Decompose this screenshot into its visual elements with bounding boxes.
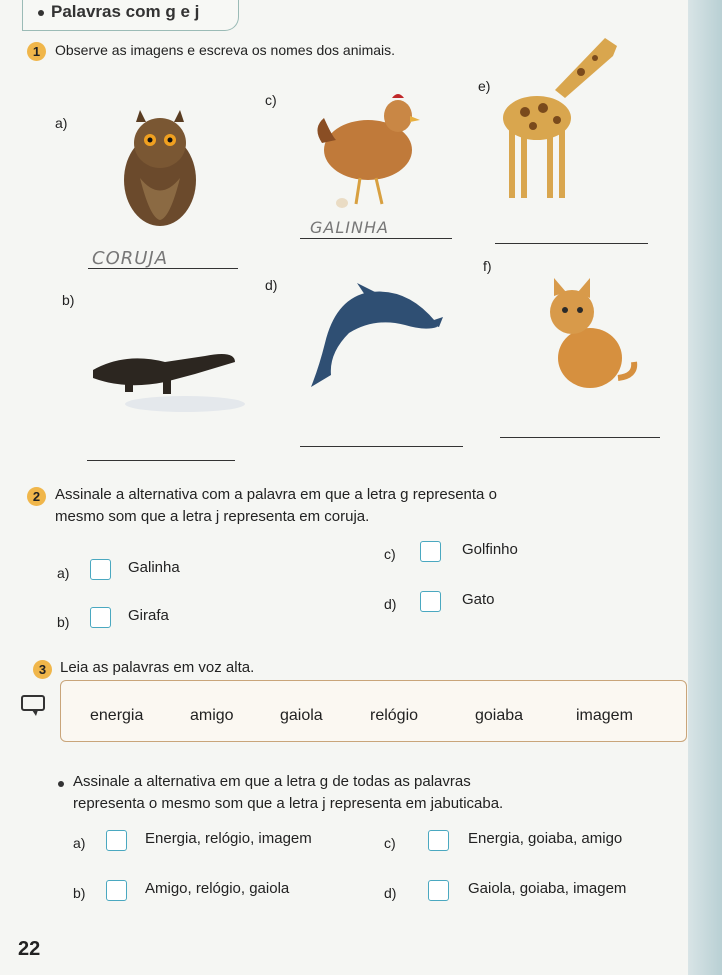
answer-line-c[interactable] bbox=[300, 238, 452, 239]
question-3-text: Leia as palavras em voz alta. bbox=[60, 659, 255, 676]
dolphin-image bbox=[305, 283, 445, 403]
q2-option-b-label: Girafa bbox=[128, 607, 169, 624]
q2-option-c-checkbox[interactable] bbox=[420, 541, 441, 562]
section-title-text: Palavras com g e j bbox=[51, 2, 200, 21]
answer-line-b[interactable] bbox=[87, 460, 235, 461]
q2-option-a-checkbox[interactable] bbox=[90, 559, 111, 580]
word-goiaba: goiaba bbox=[475, 707, 524, 724]
q2-option-b-checkbox[interactable] bbox=[90, 607, 111, 628]
q2-option-c-label: Golfinho bbox=[462, 541, 518, 558]
word-energia: energia bbox=[90, 707, 144, 724]
question-2-text-line1: Assinale a alternativa com a palavra em que a letra g representa o bbox=[55, 486, 497, 503]
q2-option-d-letter: d) bbox=[384, 596, 397, 612]
alligator-image bbox=[85, 330, 255, 420]
word-relogio: relógio bbox=[370, 707, 419, 724]
q3-option-d-label: Gaiola, goiaba, imagem bbox=[468, 880, 627, 897]
giraffe-image bbox=[495, 28, 635, 208]
answer-line-e[interactable] bbox=[495, 243, 648, 244]
item-d-letter: d) bbox=[265, 277, 278, 293]
q3-option-b-checkbox[interactable] bbox=[106, 880, 127, 901]
question-1-text: Observe as imagens e escreva os nomes dos animais. bbox=[55, 42, 396, 58]
question-2-text-line2: mesmo som que a letra j representa em coruja. bbox=[55, 508, 370, 525]
hen-image bbox=[312, 88, 424, 218]
q3-option-b-letter: b) bbox=[73, 885, 86, 901]
question-number-2: 2 bbox=[27, 487, 46, 506]
q3-option-a-label: Energia, relógio, imagem bbox=[145, 830, 312, 847]
word-imagem: imagem bbox=[576, 707, 633, 724]
q3-option-c-letter: c) bbox=[384, 835, 396, 851]
answer-line-d[interactable] bbox=[300, 446, 463, 447]
question-number-3: 3 bbox=[33, 660, 52, 679]
q3-option-c-checkbox[interactable] bbox=[428, 830, 449, 851]
word-gaiola: gaiola bbox=[280, 707, 323, 724]
item-b-letter: b) bbox=[62, 292, 75, 308]
q2-option-a-label: Galinha bbox=[128, 559, 180, 576]
item-c-letter: c) bbox=[265, 92, 277, 108]
owl-image bbox=[110, 108, 210, 230]
answer-c-handwritten: GALINHA bbox=[310, 218, 389, 237]
q3-option-a-checkbox[interactable] bbox=[106, 830, 127, 851]
q2-option-d-checkbox[interactable] bbox=[420, 591, 441, 612]
q3-option-d-checkbox[interactable] bbox=[428, 880, 449, 901]
section-title bbox=[38, 2, 199, 22]
q3-option-c-label: Energia, goiaba, amigo bbox=[468, 830, 623, 847]
page-edge bbox=[688, 0, 722, 975]
question-number-1: 1 bbox=[27, 42, 46, 61]
q2-option-a-letter: a) bbox=[57, 565, 70, 581]
speech-bubble-icon bbox=[20, 694, 46, 718]
q3-option-d-letter: d) bbox=[384, 885, 397, 901]
instruction-bullet bbox=[58, 781, 64, 787]
q3-option-b-label: Amigo, relógio, gaiola bbox=[145, 880, 290, 897]
answer-line-f[interactable] bbox=[500, 437, 660, 438]
q2-option-d-label: Gato bbox=[462, 591, 495, 608]
item-e-letter: e) bbox=[478, 78, 491, 94]
answer-a-handwritten: CORUJA bbox=[92, 248, 169, 269]
item-f-letter: f) bbox=[483, 258, 492, 274]
q3-option-a-letter: a) bbox=[73, 835, 86, 851]
item-a-letter: a) bbox=[55, 115, 68, 131]
word-amigo: amigo bbox=[190, 707, 234, 724]
q2-option-c-letter: c) bbox=[384, 546, 396, 562]
q3-instruction-line2: representa o mesmo som que a letra j representa em jabuticaba. bbox=[73, 795, 504, 812]
cat-image bbox=[532, 278, 642, 393]
q2-option-b-letter: b) bbox=[57, 614, 70, 630]
q3-instruction-line1: Assinale a alternativa em que a letra g de todas as palavras bbox=[73, 773, 471, 790]
page-number: 22 bbox=[18, 938, 41, 960]
